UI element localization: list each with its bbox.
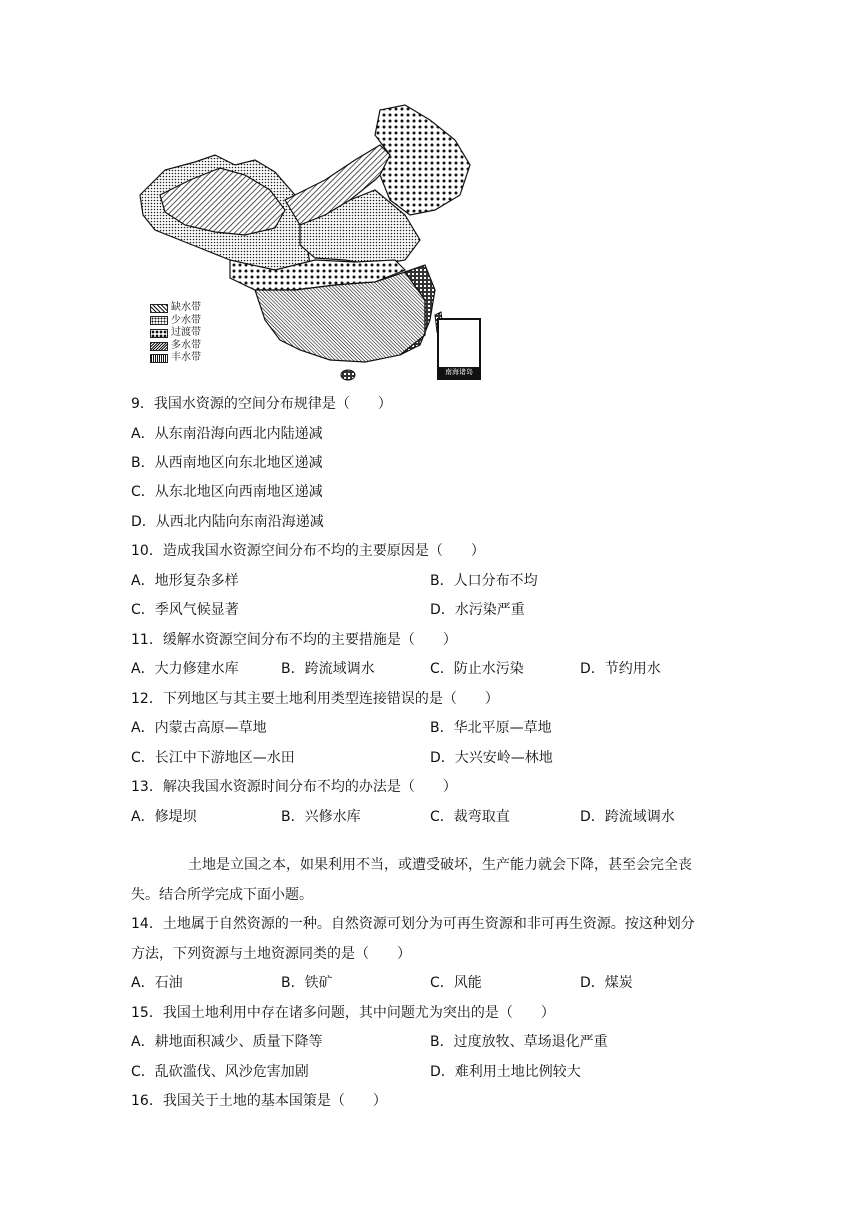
map-legend [150,302,201,365]
option: B．从西南地区向东北地区递减 [131,455,323,471]
option: D．节约用水 [580,661,661,677]
option: B．跨流域调水 [281,661,375,677]
passage-line: 土地是立国之本，如果利用不当，或遭受破坏，生产能力就会下降，甚至会完全丧 [188,857,692,873]
option: C．季风气候显著 [131,602,239,618]
legend-item: 过渡带 [150,327,201,340]
option: C．风能 [430,975,482,991]
option: B．人口分布不均 [430,573,538,589]
question-stem: 13．解决我国水资源时间分布不均的办法是（ ） [131,779,457,795]
question-stem: 11．缓解水资源空间分布不均的主要措施是（ ） [131,632,457,648]
question-stem: 15．我国土地利用中存在诸多问题，其中问题尤为突出的是（ ） [131,1005,555,1021]
question-stem: 12．下列地区与其主要土地利用类型连接错误的是（ ） [131,691,499,707]
question-stem: 方法，下列资源与土地资源同类的是（ ） [131,946,411,962]
option: D．煤炭 [580,975,633,991]
option: A．修堤坝 [131,809,197,825]
option: A．大力修建水库 [131,661,239,677]
option: A．耕地面积减少、质量下降等 [131,1034,323,1050]
map-hainan [341,370,355,380]
legend-item: 多水带 [150,340,201,353]
legend-item: 丰水带 [150,352,201,365]
option: B．过度放牧、草场退化严重 [430,1034,608,1050]
option: D．水污染严重 [430,602,525,618]
legend-item: 少水带 [150,315,201,328]
option: B．华北平原—草地 [430,720,552,736]
option: C．防止水污染 [430,661,524,677]
option: B．铁矿 [281,975,333,991]
option: C．裁弯取直 [430,809,510,825]
option: A．内蒙古高原—草地 [131,720,267,736]
option: D．跨流域调水 [580,809,675,825]
legend-item: 缺水带 [150,302,201,315]
question-stem: 16．我国关于土地的基本国策是（ ） [131,1093,387,1109]
option: A．石油 [131,975,183,991]
option: D．难利用土地比例较大 [430,1064,581,1080]
inset-label: 南海诸岛 [439,367,479,378]
question-stem: 9．我国水资源的空间分布规律是（ ） [131,396,392,412]
option: A．地形复杂多样 [131,573,239,589]
option: C．从东北地区向西南地区递减 [131,484,323,500]
option: C．长江中下游地区—水田 [131,750,295,766]
question-stem: 10．造成我国水资源空间分布不均的主要原因是（ ） [131,543,485,559]
question-stem: 14．土地属于自然资源的一种。自然资源可划分为可再生资源和非可再生资源。按这种划分 [131,916,695,932]
option: B．兴修水库 [281,809,361,825]
map-region-northeast [375,105,470,215]
option: C．乱砍滥伐、风沙危害加剧 [131,1064,309,1080]
option: A．从东南沿海向西北内陆递减 [131,426,323,442]
passage-line: 失。结合所学完成下面小题。 [131,887,313,903]
option: D．从西北内陆向东南沿海递减 [131,514,324,530]
south-china-sea-inset [437,318,481,380]
option: D．大兴安岭—林地 [430,750,553,766]
